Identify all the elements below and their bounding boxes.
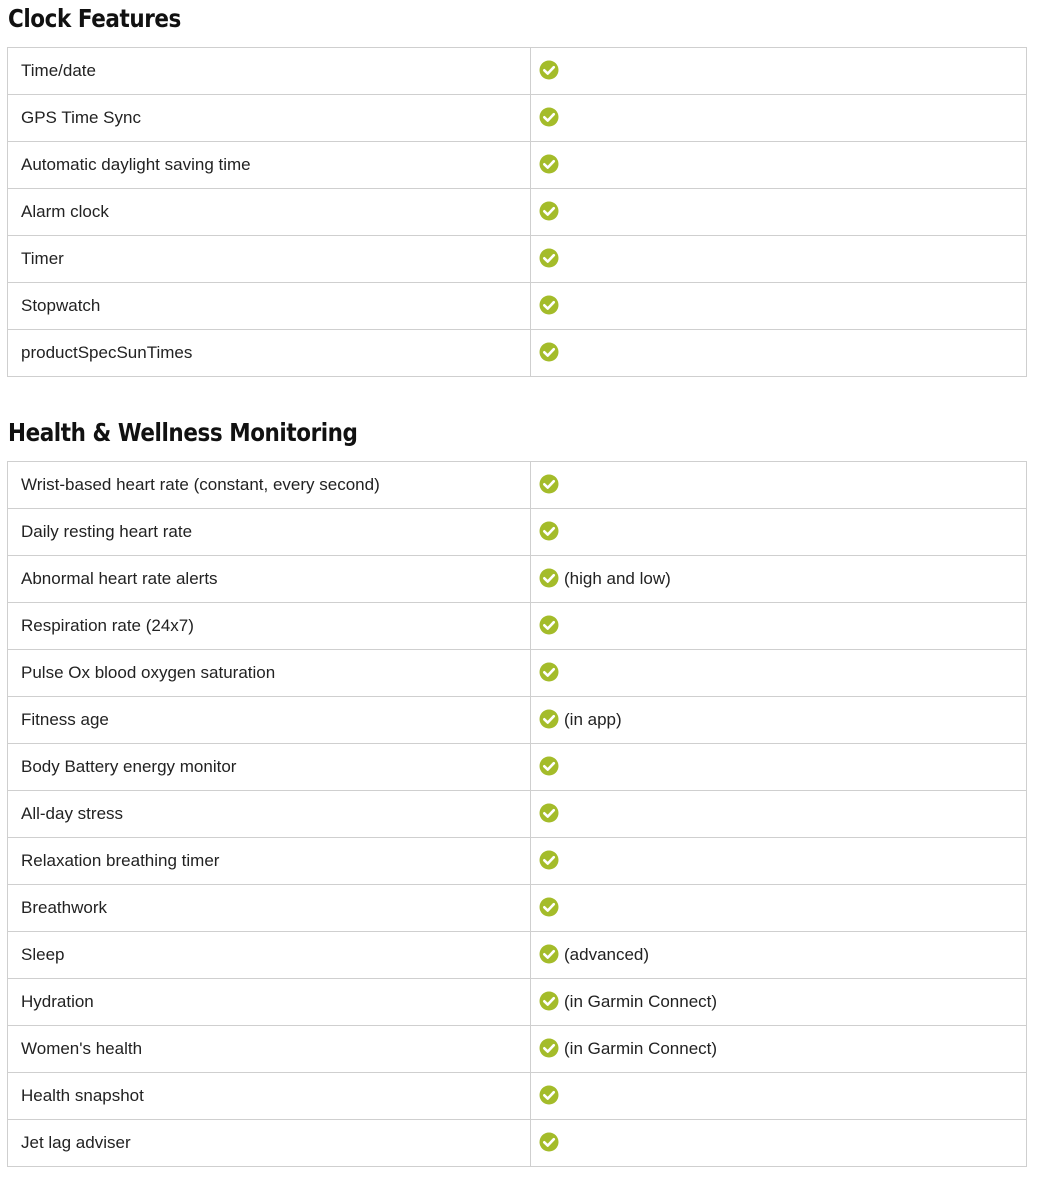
feature-value-cell [531,1073,1027,1120]
table-row [8,885,1027,932]
check-circle-icon [539,154,559,174]
check-circle-icon [539,709,559,729]
check-circle-icon [539,991,559,1011]
feature-value-cell [531,791,1027,838]
feature-value-cell [531,330,1027,377]
feature-name-cell: Alarm clock [8,189,531,236]
feature-name-cell: Body Battery energy monitor [8,744,531,791]
check-circle-icon [539,474,559,494]
section-title-health-wellness: Health & Wellness Monitoring [8,418,358,447]
table-row [8,236,1027,283]
check-circle-icon [539,342,559,362]
table-row [8,744,1027,791]
check-circle-icon [539,60,559,80]
table-row [8,1073,1027,1120]
health-wellness-table [7,461,1027,1167]
table-row [8,1120,1027,1167]
feature-value-cell [531,556,1027,603]
check-circle-icon [539,756,559,776]
check-circle-icon [539,944,559,964]
table-row [8,1026,1027,1073]
feature-name-cell: Time/date [8,48,531,95]
feature-value-cell [531,979,1027,1026]
table-row [8,979,1027,1026]
feature-value-cell [531,603,1027,650]
check-circle-icon [539,107,559,127]
feature-note: (high and low) [564,569,671,589]
feature-value-cell [531,838,1027,885]
feature-name-cell: All-day stress [8,791,531,838]
check-circle-icon [539,248,559,268]
feature-name-cell: Wrist-based heart rate (constant, every second) [8,462,531,509]
table-row [8,838,1027,885]
check-circle-icon [539,1132,559,1152]
clock-features-table [7,47,1027,377]
table-row [8,650,1027,697]
check-circle-icon [539,201,559,221]
feature-value-cell [531,142,1027,189]
feature-name-cell: Pulse Ox blood oxygen saturation [8,650,531,697]
feature-value-cell [531,650,1027,697]
table-row [8,509,1027,556]
feature-name-cell: Automatic daylight saving time [8,142,531,189]
feature-value-cell [531,236,1027,283]
check-circle-icon [539,1038,559,1058]
feature-value-cell [531,885,1027,932]
table-row [8,48,1027,95]
check-circle-icon [539,850,559,870]
feature-value-cell [531,1026,1027,1073]
check-circle-icon [539,803,559,823]
feature-value-cell [531,932,1027,979]
feature-name-cell: Relaxation breathing timer [8,838,531,885]
table-row [8,330,1027,377]
feature-note: (in app) [564,710,622,730]
feature-value-cell [531,1120,1027,1167]
section-title-clock-features: Clock Features [8,4,181,33]
feature-name-cell: Timer [8,236,531,283]
table-row [8,95,1027,142]
feature-name-cell: Daily resting heart rate [8,509,531,556]
table-row [8,462,1027,509]
feature-note: (advanced) [564,945,650,965]
feature-value-cell [531,462,1027,509]
table-row [8,556,1027,603]
feature-name-cell: Respiration rate (24x7) [8,603,531,650]
feature-name-cell: Women's health [8,1026,531,1073]
feature-name-cell: Stopwatch [8,283,531,330]
table-row [8,697,1027,744]
table-row [8,791,1027,838]
feature-name-cell: productSpecSunTimes [8,330,531,377]
check-circle-icon [539,615,559,635]
feature-value-cell [531,95,1027,142]
table-row [8,189,1027,236]
feature-name-cell: Health snapshot [8,1073,531,1120]
table-row [8,603,1027,650]
feature-value-cell [531,283,1027,330]
check-circle-icon [539,1085,559,1105]
check-circle-icon [539,521,559,541]
feature-name-cell: GPS Time Sync [8,95,531,142]
feature-name-cell: Abnormal heart rate alerts [8,556,531,603]
feature-name-cell: Hydration [8,979,531,1026]
feature-value-cell [531,189,1027,236]
check-circle-icon [539,897,559,917]
feature-note: (in Garmin Connect) [564,1039,718,1059]
feature-note: (in Garmin Connect) [564,992,718,1012]
feature-name-cell: Sleep [8,932,531,979]
feature-name-cell: Fitness age [8,697,531,744]
feature-value-cell [531,744,1027,791]
feature-value-cell [531,48,1027,95]
check-circle-icon [539,295,559,315]
feature-value-cell [531,509,1027,556]
table-row [8,932,1027,979]
check-circle-icon [539,568,559,588]
feature-name-cell: Breathwork [8,885,531,932]
table-row [8,283,1027,330]
feature-value-cell [531,697,1027,744]
check-circle-icon [539,662,559,682]
table-row [8,142,1027,189]
feature-name-cell: Jet lag adviser [8,1120,531,1167]
